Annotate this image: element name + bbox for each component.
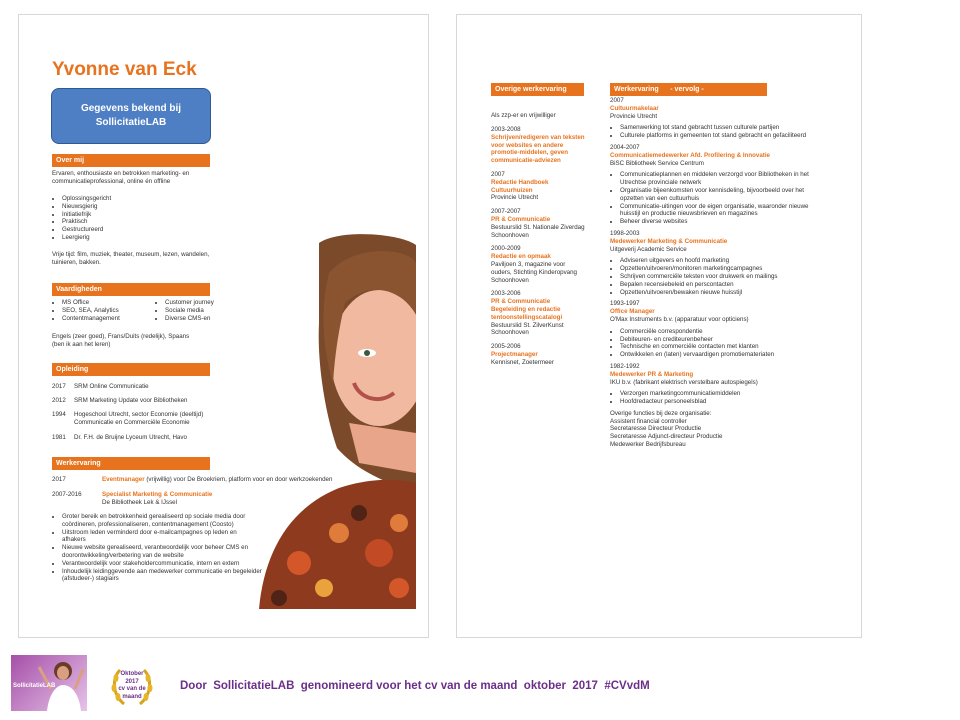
list-item: • SEO, SEA, Analytics (62, 307, 162, 315)
list-item: • Ontwikkelen en (laten) vervaardigen promotiemateriaten (620, 351, 828, 359)
education-text: SRM Marketing Update voor Bibliotheken (74, 397, 188, 404)
list-item: • Groter bereik en betrokkenheid gerealiseerd op sociale media door coördineren, professionaliseren, contentmanagement (Coosto) (62, 513, 262, 529)
job-title: Office Manager (610, 308, 655, 316)
section-werkervaring-vervolg: Werkervaring - vervolg - (610, 83, 767, 96)
job-description: (vrijwillig) voor De Broekriem, platform voor en door werkzoekenden (144, 476, 333, 483)
list-item: • Adviseren uitgevers en hoofd marketing (620, 257, 828, 265)
free-time: Vrije tijd: film, muziek, theater, museum, lezen, wandelen, tuinieren, bakken. (52, 251, 210, 266)
overige-title: Redactie en opmaak (491, 253, 551, 261)
list-item: • MS Office (62, 299, 162, 307)
section-werkervaring: Werkervaring (52, 457, 210, 470)
job-org: O'Max Instruments b.v. (apparatuur voor opticiens) (610, 315, 749, 323)
overige-item (491, 290, 586, 337)
award-line-2: 2017 (125, 678, 139, 685)
list-item: • Verantwoordelijk voor stakeholdercommunicatie, intern en extern (62, 560, 262, 568)
overige-org: Bestuurslid St. ZilverKunst Schoonhoven (491, 321, 564, 337)
job-title: Medewerker Marketing & Communicatie (610, 237, 728, 245)
award-line-4: maand (122, 693, 142, 700)
list-item: • Uitstroom leden verminderd door e-mailcampagnes op leden en afhakers (62, 529, 262, 545)
list-item: • Debiteuren- en crediteurenbeheer (620, 336, 828, 344)
overige-title: Schrijven/redigeren van teksten voor websites en andere promotie-middelen, geven communicatie-adviezen (491, 133, 585, 165)
job-bullet-list (610, 124, 828, 140)
overige-title: PR & Communicatie (491, 215, 551, 223)
list-item: • Oplossingsgericht (62, 195, 212, 203)
overige-list (491, 126, 586, 373)
overige-year: 2000-2009 (491, 245, 521, 253)
skills-list-1 (52, 299, 162, 322)
list-item: • Schrijven commerciële teksten voor drukwerk en mailings (620, 273, 828, 281)
portrait-illustration (259, 233, 416, 609)
education-text: Dr. F.H. de Bruijne Lyceum Utrecht, Havo (74, 434, 187, 441)
job-year: 1993-1997 (610, 300, 640, 308)
vervolg-job (610, 363, 828, 406)
list-item: • Technische en commerciële contacten met klanten (620, 343, 828, 351)
badge-line-1: Gegevens bekend bij (80, 103, 182, 114)
job-year: 2007-2016 (52, 491, 82, 498)
overige-org: Bestuurslid St. Nationale Ziverdag Schoonhoven (491, 223, 585, 239)
vervolg-job (610, 230, 828, 296)
job-title: Eventmanager (102, 476, 145, 483)
list-item: • Bepalen recensiebeleid en perscontacten (620, 281, 828, 289)
list-item: • Diverse CMS-en (165, 315, 265, 323)
award-laurel (110, 664, 154, 710)
overige-year: 2003-2008 (491, 126, 521, 133)
job-year: 2004-2007 (610, 143, 640, 151)
list-item: • Contentmanagement (62, 315, 162, 323)
list-item: • Sociale media (165, 307, 265, 315)
badge-line-2: SollicitatieLAB (95, 117, 167, 128)
overige-title: PR & Communicatie Begeleiding en redactie tentoonstellingscatalogi (491, 298, 563, 321)
job-bullet-list (610, 257, 828, 296)
job-title: Communicatiemedewerker Afd. Profilering & Innovatie (610, 151, 770, 159)
over-mij-intro: Ervaren, enthousiaste en betrokken marketing- en communicatieprofessional, online én offline (52, 170, 190, 185)
overige-org: Provincie Utrecht (491, 194, 539, 202)
overige-org: Kennisnet, Zoetermeer (491, 358, 554, 366)
section-over-mij: Over mij (52, 154, 210, 167)
job-year: 2017 (52, 476, 66, 483)
other-function: Medewerker Bedrijfsbureau (610, 441, 686, 449)
overige-intro: Als zzp-er en vrijwilliger (491, 112, 556, 119)
job-org: IKU b.v. (fabrikant elektrisch verstelbare autospiegels) (610, 378, 758, 386)
job-title: Medewerker PR & Marketing (610, 370, 694, 378)
other-functions-heading: Overige functies bij deze organisatie: (610, 409, 712, 417)
list-item: • Organisatie bijeenkomsten voor kennisdeling, bijvoorbeeld over het opzetten van een cultuurhuis (620, 187, 828, 203)
overige-year: 2007-2007 (491, 208, 521, 216)
vervolg-job (610, 97, 828, 140)
traits-list (52, 195, 212, 242)
section-vaardigheden: Vaardigheden (52, 283, 210, 296)
education-year: 1994 (52, 411, 66, 418)
list-item: • Samenwerking tot stand gebracht tussen culturele partijen (620, 124, 828, 132)
overige-year: 2007 (491, 170, 505, 178)
vervolg-job (610, 144, 828, 226)
overige-item (491, 208, 586, 239)
logo-label: SollicitatieLAB (13, 683, 56, 689)
other-function: Assistent financial controller (610, 417, 687, 425)
footer-caption: Door SollicitatieLAB genomineerd voor het cv van de maand oktober 2017 #CVvdM (180, 680, 650, 692)
list-item: • Opzetten/uitvoeren/monitoren marketingcampagnes (620, 265, 828, 273)
vervolg-list (610, 97, 828, 449)
languages: Engels (zeer goed), Frans/Duits (redelijk), Spaans (ben ik aan het leren) (52, 333, 190, 348)
section-opleiding: Opleiding (52, 363, 210, 376)
list-item: • Nieuwe website gerealiseerd, verantwoordelijk voor beheer CMS en doorontwikkeling/verbetering van de website (62, 544, 262, 560)
award-line-1: Oktober (120, 671, 144, 677)
job-bullet-list (610, 328, 828, 359)
cv-page-2 (456, 14, 862, 638)
job-line (102, 476, 372, 484)
job-bullet-list (610, 171, 828, 226)
cv-page-1 (18, 14, 429, 638)
education-year: 2012 (52, 397, 66, 404)
overige-year: 2005-2006 (491, 343, 521, 351)
sollicitatielab-logo-photo (11, 655, 87, 711)
overige-title: Projectmanager (491, 350, 538, 358)
job-year: 1998-2003 (610, 229, 640, 237)
list-item: • Initiatiefrijk (62, 211, 212, 219)
other-function: Secretaresse Directeur Productie (610, 425, 702, 433)
list-item: • Opzetten/uitvoeren/bewaken nieuwe huisstijl (620, 289, 828, 297)
job-org: Provincie Utrecht (610, 112, 658, 120)
list-item: • Culturele platforms in gemeenten tot stand gebracht en gefaciliteerd (620, 132, 828, 140)
list-item: • Beheer diverse websites (620, 218, 828, 226)
skills-list-2 (155, 299, 265, 322)
education-text: Hogeschool Utrecht, sector Economie (deeltijd) Communicatie en Commerciële Economie (74, 411, 204, 426)
vervolg-job (610, 300, 828, 359)
list-item: • Communicatie-uitingen voor de eigen organisatie, waaronder nieuwe huisstijl en productie nieuwsbrieven en magazines (620, 203, 828, 219)
education-year: 2017 (52, 383, 66, 390)
job-bullet-list (52, 513, 262, 583)
list-item: • Gestructureerd (62, 226, 212, 234)
overige-title: Redactie Handboek Cultuurhuizen (491, 178, 549, 194)
job-bullet-list (610, 390, 828, 406)
overige-org: Paviljoen 3, magazine voor ouders, Stichting Kinderopvang Schoonhoven (491, 260, 577, 284)
overige-item (491, 343, 586, 366)
sollicitatielab-badge (51, 88, 211, 144)
job-year: 1982-1992 (610, 362, 640, 370)
job-title: Cultuurmakelaar (610, 104, 659, 112)
list-item: • Commerciële correspondentie (620, 328, 828, 336)
job-title: Specialist Marketing & Communicatie (102, 491, 213, 498)
list-item: • Praktisch (62, 218, 212, 226)
education-year: 1981 (52, 434, 66, 441)
education-text: SRM Online Communicatie (74, 383, 149, 390)
cv-name: Yvonne van Eck (52, 59, 197, 80)
overige-item (491, 126, 586, 165)
other-function: Secretaresse Adjunct-directeur Productie (610, 433, 723, 441)
section-overige-werkervaring: Overige werkervaring (491, 83, 584, 96)
overige-item (491, 245, 586, 284)
job-org: De Bibliotheek Lek & IJssel (102, 499, 177, 506)
list-item: • Verzorgen marketingcommunicatiemiddelen (620, 390, 828, 398)
overige-year: 2003-2006 (491, 290, 521, 298)
list-item: • Hoofdredacteur personeelsblad (620, 398, 828, 406)
portrait-photo (259, 233, 416, 609)
award-line-3: cv van de (118, 686, 146, 692)
list-item: • Customer journey (165, 299, 265, 307)
job-year: 2007 (610, 97, 624, 104)
overige-item (491, 171, 586, 202)
list-item: • Inhoudelijk leidinggevende aan medewerker communicatie en begeleider (afstudeer-) stagiairs (62, 568, 262, 584)
job-org: BiSC Bibliotheek Service Centrum (610, 159, 704, 167)
list-item: • Leergierig (62, 234, 212, 242)
list-item: • Communicatieplannen en middelen verzorgd voor Bibliotheken in het Utrechtse provinciale netwerk (620, 171, 828, 187)
list-item: • Nieuwsgierig (62, 203, 212, 211)
job-org: Uitgeverij Academic Service (610, 245, 687, 253)
